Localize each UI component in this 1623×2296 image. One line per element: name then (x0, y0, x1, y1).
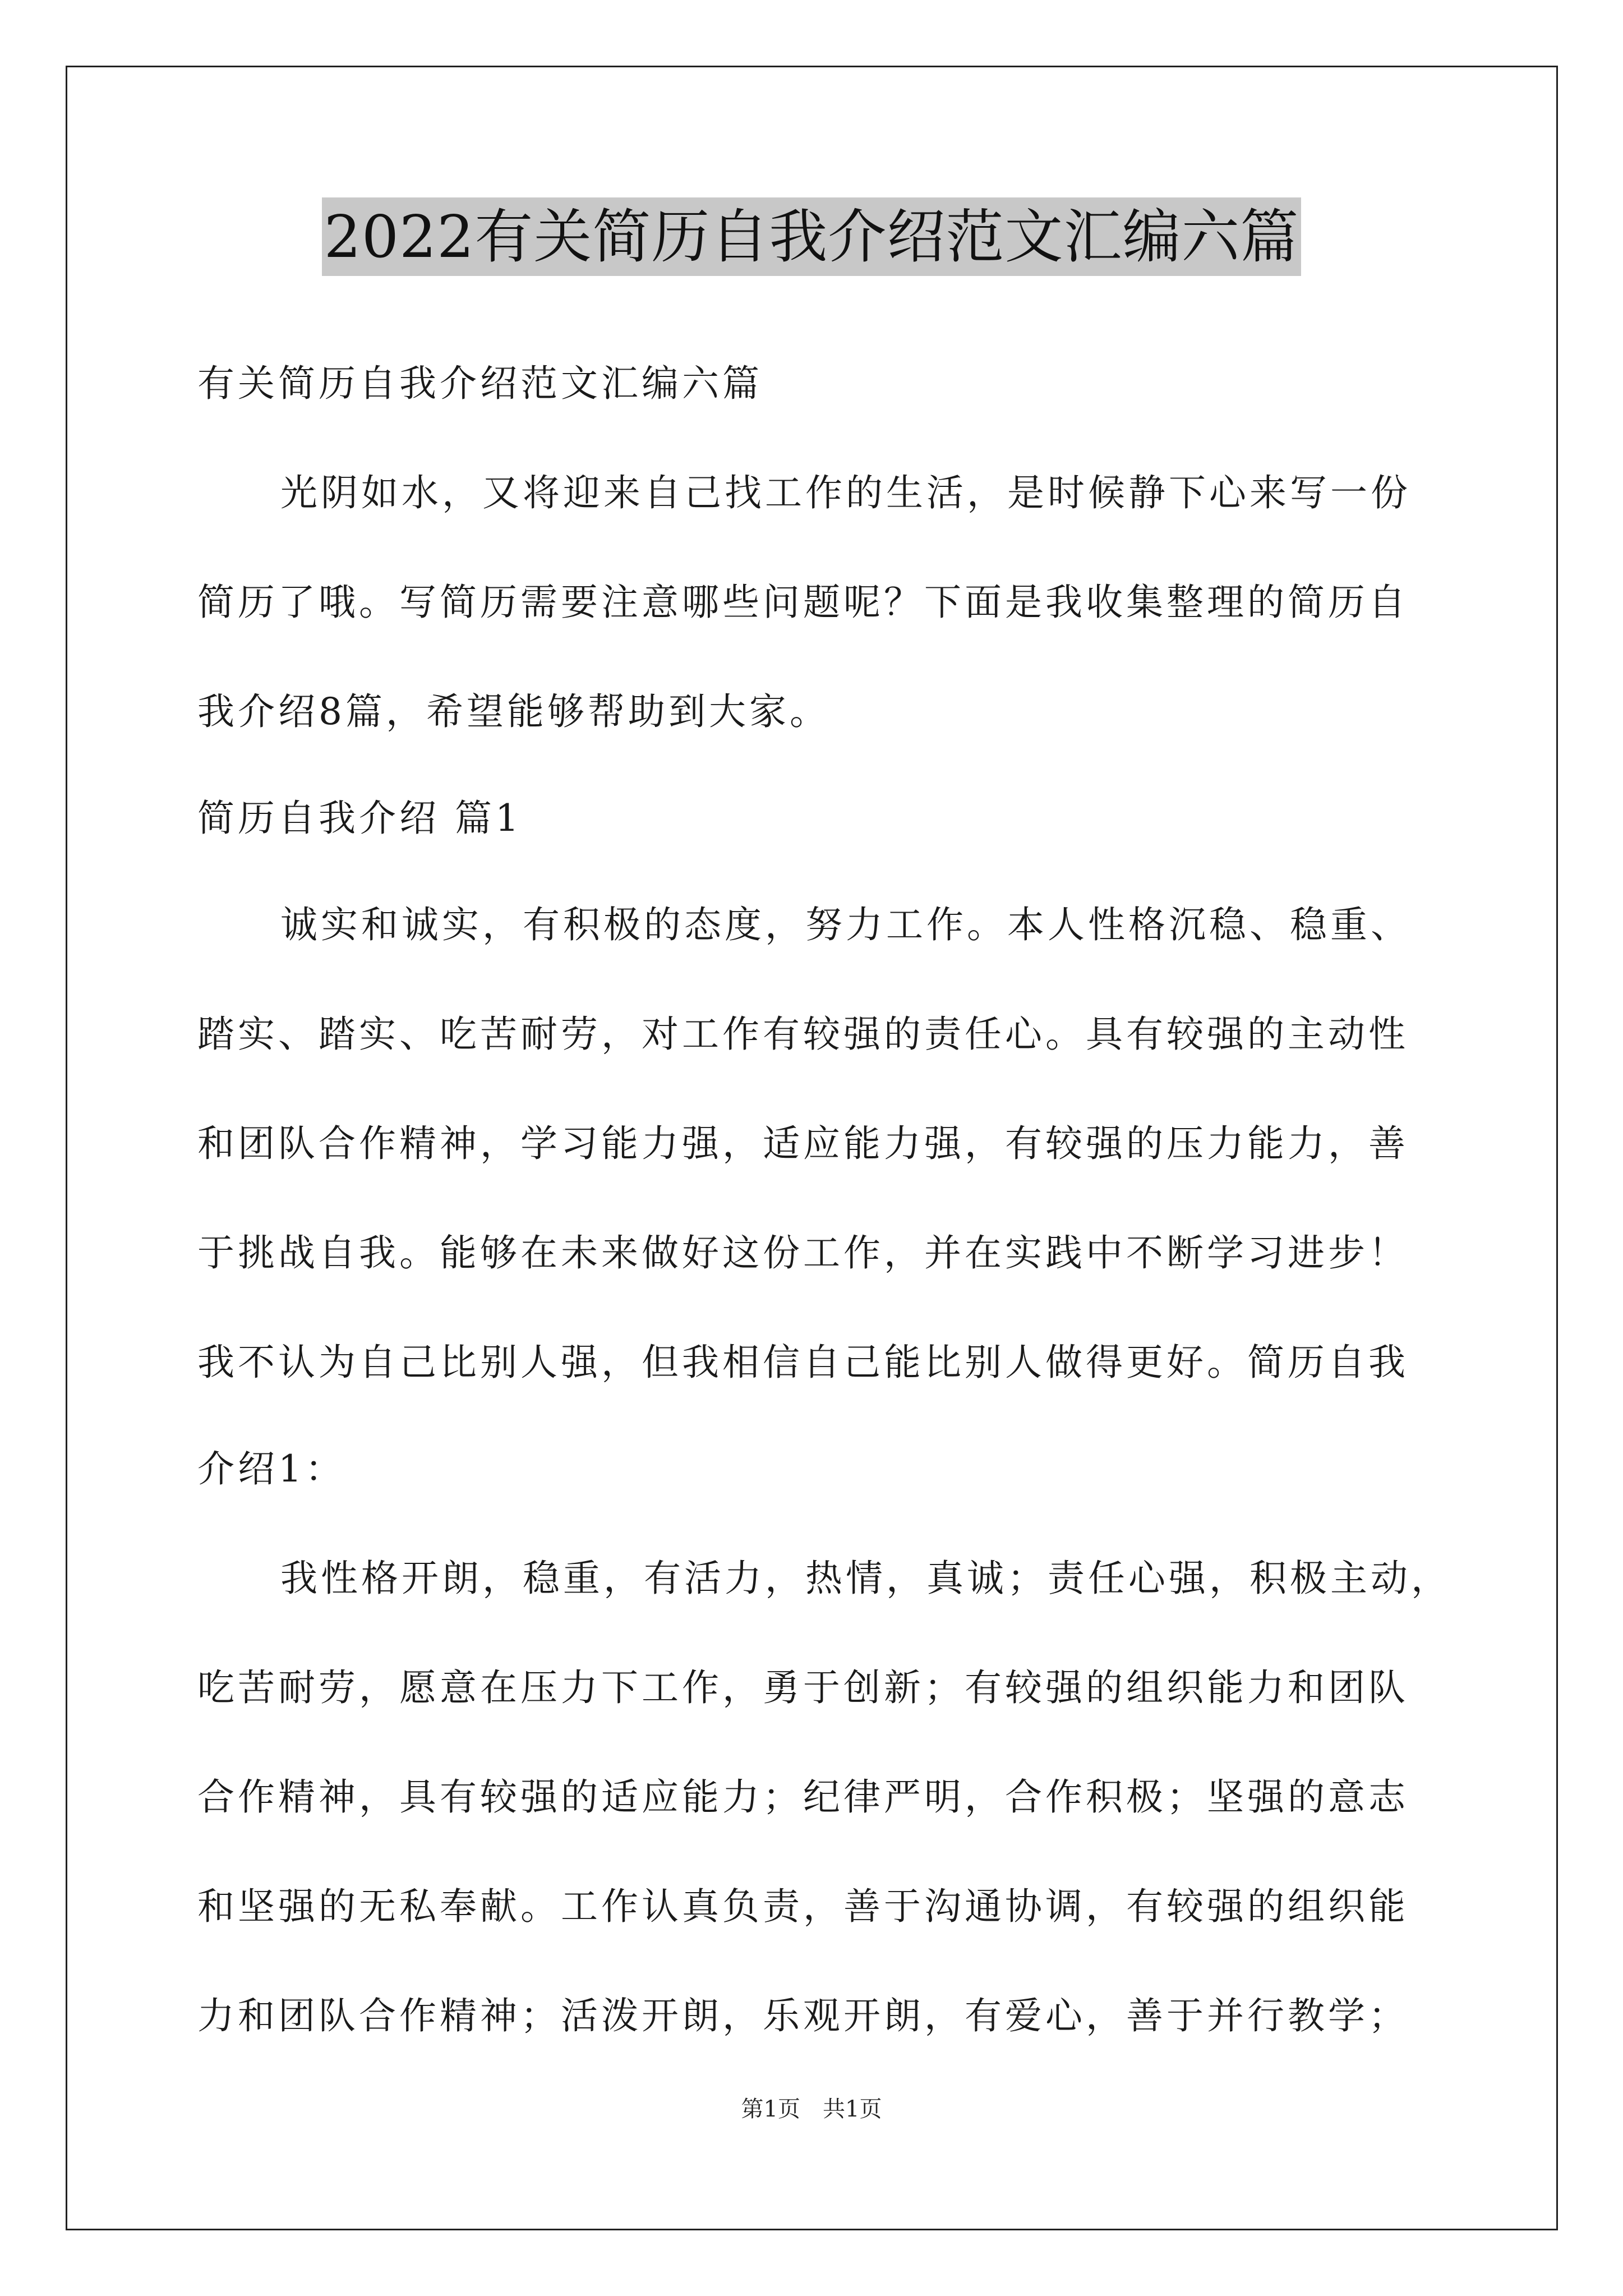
section1-line: 踏实、踏实、吃苦耐劳，对工作有较强的责任心。具有较强的主动性 (197, 1013, 1409, 1056)
intro-line: 我介绍8篇，希望能够帮助到大家。 (197, 690, 830, 733)
page-footer: 第1页 共1页 (741, 2096, 882, 2122)
section1b-line: 力和团队合作精神；活泼开朗，乐观开朗，有爱心，善于并行教学； (197, 1994, 1409, 2037)
title-container (0, 197, 1623, 276)
section1b-line: 和坚强的无私奉献。工作认真负责，善于沟通协调，有较强的组织能 (197, 1885, 1409, 1928)
section-heading: 简历自我介绍 篇1 (197, 797, 522, 840)
section1-line: 和团队合作精神，学习能力强，适应能力强，有较强的压力能力，善 (197, 1122, 1409, 1165)
section1-line: 我不认为自己比别人强，但我相信自己能比别人做得更好。简历自我 (197, 1341, 1409, 1384)
section1b-line: 合作精神，具有较强的适应能力；纪律严明，合作积极；坚强的意志 (197, 1775, 1409, 1819)
section1-line: 于挑战自我。能够在未来做好这份工作，并在实践中不断学习进步！ (197, 1231, 1409, 1274)
intro-line: 简历了哦。写简历需要注意哪些问题呢？下面是我收集整理的简历自 (197, 581, 1409, 624)
subtitle: 有关简历自我介绍范文汇编六篇 (197, 362, 763, 405)
intro-line: 光阴如水，又将迎来自己找工作的生活，是时候静下心来写一份 (280, 471, 1411, 514)
section1b-line: 我性格开朗，稳重，有活力，热情，真诚；责任心强，积极主动， (280, 1557, 1451, 1600)
document-title: 2022有关简历自我介绍范文汇编六篇 (322, 197, 1302, 276)
section1b-line: 吃苦耐劳，愿意在压力下工作，勇于创新；有较强的组织能力和团队 (197, 1666, 1409, 1709)
section1-line: 介绍1： (197, 1447, 345, 1490)
section1-line: 诚实和诚实，有积极的态度，努力工作。本人性格沉稳、稳重、 (280, 903, 1411, 946)
